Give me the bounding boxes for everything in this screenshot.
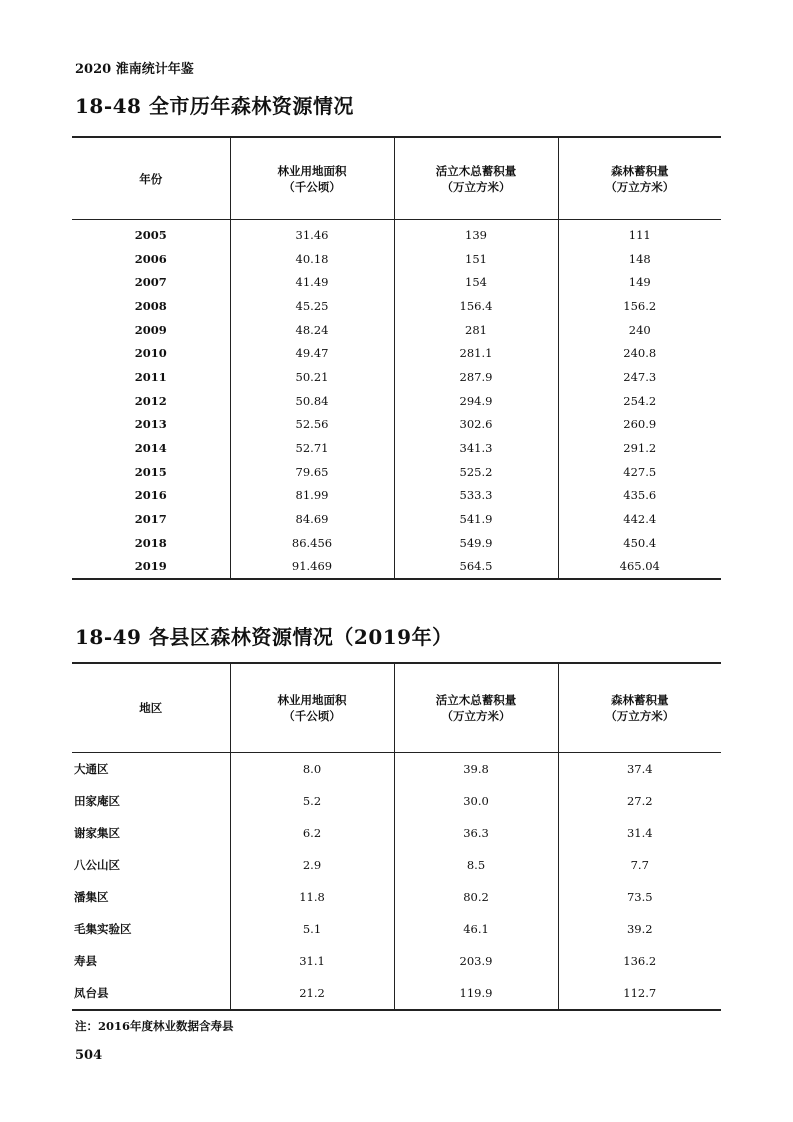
table-row	[72, 436, 721, 460]
table-cell: 2016	[134, 488, 167, 503]
table-cell: 73.5	[558, 881, 721, 913]
table-cell: 2013	[134, 417, 167, 432]
table-row	[72, 413, 721, 437]
table-cell: 2.9	[230, 849, 394, 881]
table-row	[72, 507, 721, 531]
table-cell: 2006	[134, 251, 167, 266]
table-cell: 240	[558, 318, 721, 342]
table-cell: 49.47	[230, 341, 394, 365]
table-cell: 254.2	[558, 389, 721, 413]
header-standing-stock: 活立木总蓄积量 （万立方米）	[394, 663, 558, 753]
table-header-row	[72, 663, 721, 753]
table-cell: 37.4	[558, 753, 721, 786]
table-row	[72, 341, 721, 365]
table-cell: 302.6	[394, 413, 558, 437]
table-cell: 45.25	[230, 294, 394, 318]
table-row	[72, 484, 721, 508]
table-cell: 156.4	[394, 294, 558, 318]
table-row	[72, 753, 721, 786]
table-cell: 21.2	[230, 977, 394, 1010]
table-cell: 80.2	[394, 881, 558, 913]
table-row	[72, 913, 721, 945]
table-cell: 52.56	[230, 413, 394, 437]
header-standing-stock: 活立木总蓄积量 （万立方米）	[394, 137, 558, 220]
table-cell: 294.9	[394, 389, 558, 413]
table-cell: 541.9	[394, 507, 558, 531]
table-cell: 田家庵区	[74, 794, 120, 808]
table-cell: 2012	[134, 393, 167, 408]
table-cell: 435.6	[558, 484, 721, 508]
table-cell: 465.04	[558, 555, 721, 580]
table-row	[72, 849, 721, 881]
table-row	[72, 318, 721, 342]
table-cell: 39.8	[394, 753, 558, 786]
table-cell: 潘集区	[74, 890, 109, 904]
table-cell: 46.1	[394, 913, 558, 945]
table-cell: 525.2	[394, 460, 558, 484]
table-cell: 287.9	[394, 365, 558, 389]
table-row	[72, 270, 721, 294]
table-cell: 5.1	[230, 913, 394, 945]
table-cell: 111	[558, 220, 721, 247]
table-row	[72, 365, 721, 389]
table-row	[72, 977, 721, 1010]
table-cell: 40.18	[230, 247, 394, 271]
table-cell: 7.7	[558, 849, 721, 881]
table-cell: 8.5	[394, 849, 558, 881]
table-cell: 91.469	[230, 555, 394, 580]
table-cell: 2014	[134, 441, 167, 456]
page-number: 504	[75, 1048, 103, 1063]
table-cell: 240.8	[558, 341, 721, 365]
table-cell: 442.4	[558, 507, 721, 531]
table-row	[72, 817, 721, 849]
table-cell: 2008	[134, 298, 167, 313]
table-cell: 281.1	[394, 341, 558, 365]
table-row	[72, 531, 721, 555]
table-cell: 450.4	[558, 531, 721, 555]
table-row	[72, 389, 721, 413]
forest-history-table	[72, 136, 721, 580]
table-cell: 30.0	[394, 785, 558, 817]
table-cell: 2011	[134, 369, 167, 384]
table-cell: 36.3	[394, 817, 558, 849]
table-cell: 2015	[134, 464, 167, 479]
table-row	[72, 220, 721, 247]
table-cell: 84.69	[230, 507, 394, 531]
table1-title: 18-48 全市历年森林资源情况	[75, 94, 354, 118]
table-cell: 大通区	[74, 762, 109, 776]
table-cell: 427.5	[558, 460, 721, 484]
table-row	[72, 294, 721, 318]
table-cell: 291.2	[558, 436, 721, 460]
running-head: 2020 淮南统计年鉴	[75, 62, 194, 77]
table-cell: 41.49	[230, 270, 394, 294]
table-cell: 31.46	[230, 220, 394, 247]
table-cell: 156.2	[558, 294, 721, 318]
table-row	[72, 555, 721, 580]
header-year: 年份	[72, 137, 230, 220]
table-cell: 5.2	[230, 785, 394, 817]
table-cell: 50.21	[230, 365, 394, 389]
table-cell: 50.84	[230, 389, 394, 413]
table-cell: 81.99	[230, 484, 394, 508]
table-cell: 2005	[134, 227, 167, 242]
table-cell: 136.2	[558, 945, 721, 977]
table-cell: 154	[394, 270, 558, 294]
table-cell: 凤台县	[72, 977, 230, 1010]
table-cell: 260.9	[558, 413, 721, 437]
table-cell: 寿县	[74, 954, 97, 968]
table-cell: 203.9	[394, 945, 558, 977]
table-cell: 2019	[72, 555, 230, 580]
table-cell: 148	[558, 247, 721, 271]
table-cell: 2007	[134, 275, 167, 290]
table-cell: 11.8	[230, 881, 394, 913]
header-region: 地区	[72, 663, 230, 753]
table-cell: 549.9	[394, 531, 558, 555]
county-forest-table	[72, 662, 721, 1011]
table-cell: 79.65	[230, 460, 394, 484]
table-cell: 341.3	[394, 436, 558, 460]
table-cell: 2009	[134, 322, 167, 337]
table-cell: 8.0	[230, 753, 394, 786]
header-forest-stock: 森林蓄积量 （万立方米）	[558, 663, 721, 753]
table-cell: 2018	[134, 535, 167, 550]
table-cell: 48.24	[230, 318, 394, 342]
footnote: 注：2016年度林业数据含寿县	[75, 1019, 234, 1033]
table-row	[72, 460, 721, 484]
table2-title: 18-49 各县区森林资源情况（2019年）	[75, 625, 453, 649]
table-cell: 247.3	[558, 365, 721, 389]
table-cell: 6.2	[230, 817, 394, 849]
table-cell: 27.2	[558, 785, 721, 817]
table-cell: 31.1	[230, 945, 394, 977]
header-forest-land-area: 林业用地面积 （千公顷）	[230, 663, 394, 753]
table-cell: 86.456	[230, 531, 394, 555]
header-forest-stock: 森林蓄积量 （万立方米）	[558, 137, 721, 220]
table-cell: 281	[394, 318, 558, 342]
table-cell: 39.2	[558, 913, 721, 945]
header-forest-land-area: 林业用地面积 （千公顷）	[230, 137, 394, 220]
table-cell: 2017	[134, 512, 167, 527]
table-row	[72, 945, 721, 977]
table-cell: 谢家集区	[74, 826, 120, 840]
table-cell: 八公山区	[74, 858, 120, 872]
table-cell: 112.7	[558, 977, 721, 1010]
table-cell: 52.71	[230, 436, 394, 460]
table-cell: 151	[394, 247, 558, 271]
table-row	[72, 785, 721, 817]
table-cell: 119.9	[394, 977, 558, 1010]
table-cell: 564.5	[394, 555, 558, 580]
table-header-row	[72, 137, 721, 220]
table-cell: 31.4	[558, 817, 721, 849]
table-cell: 139	[394, 220, 558, 247]
table-row	[72, 881, 721, 913]
table-cell: 毛集实验区	[74, 922, 132, 936]
table-cell: 2010	[134, 346, 167, 361]
table-cell: 533.3	[394, 484, 558, 508]
table-cell: 149	[558, 270, 721, 294]
table-row	[72, 247, 721, 271]
